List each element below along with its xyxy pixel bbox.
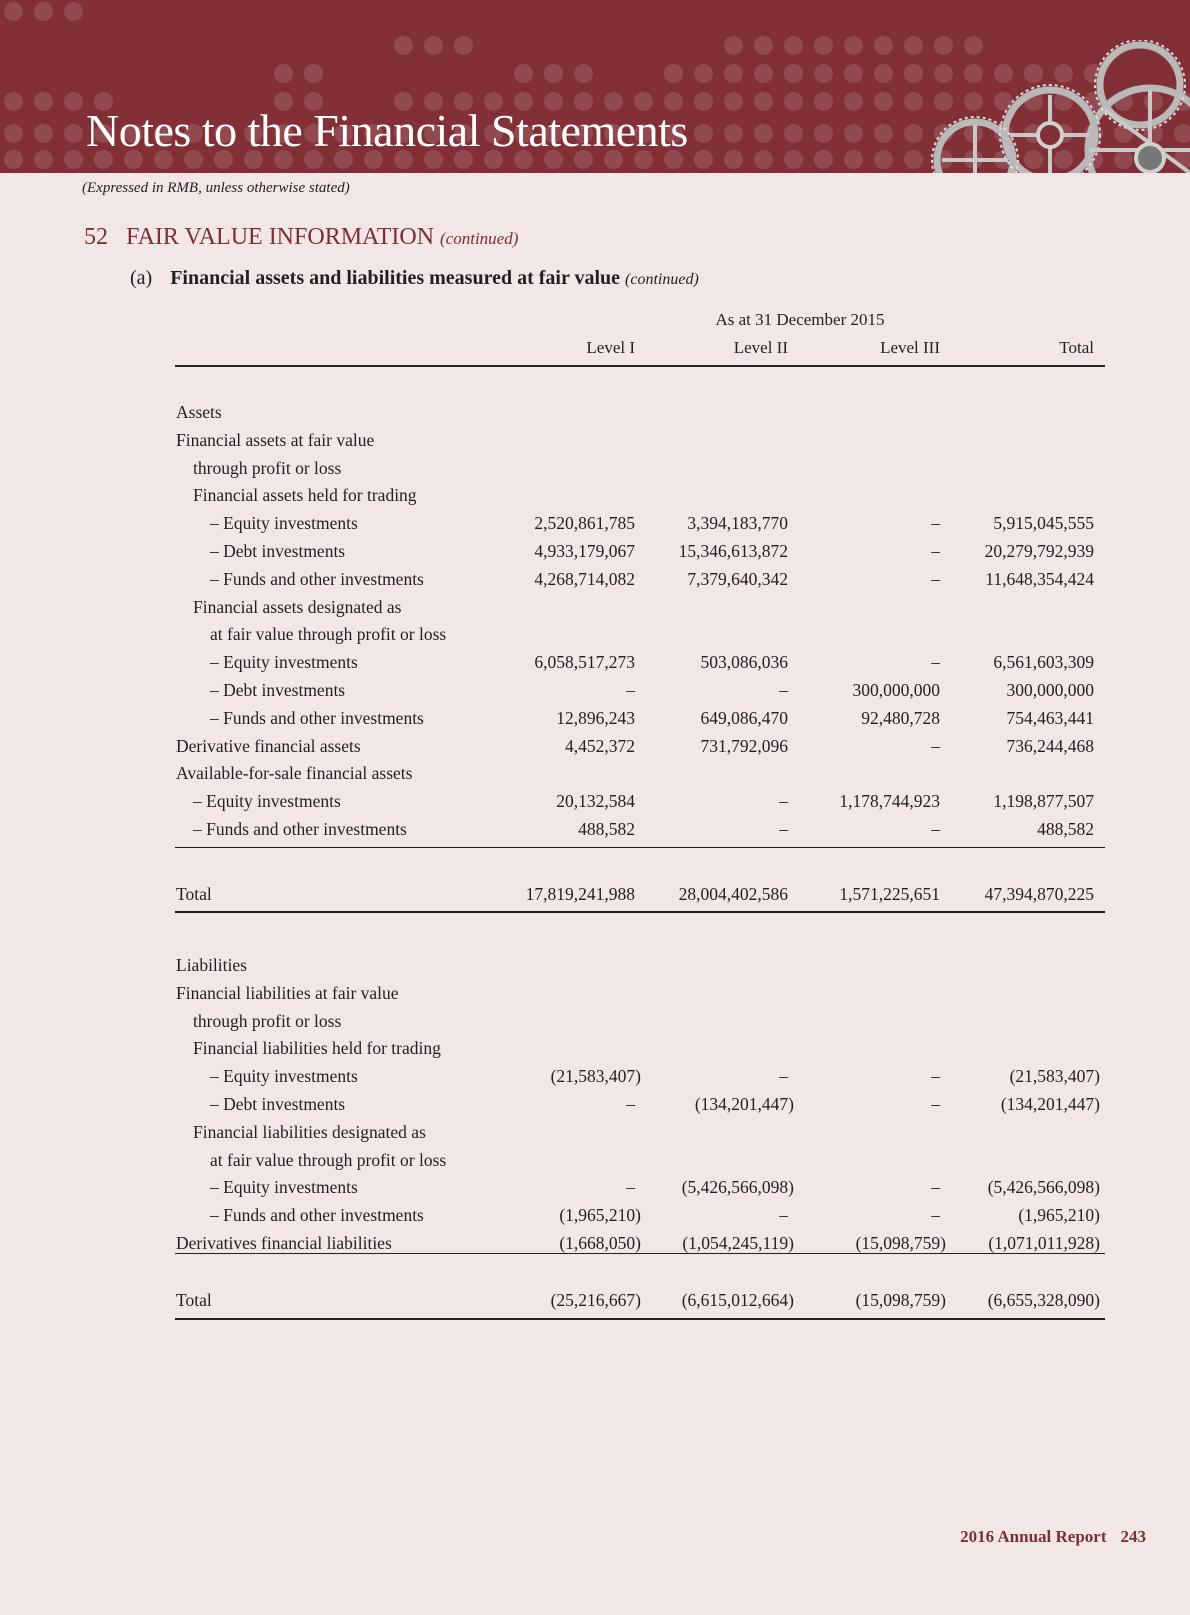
- table-row: [0, 680, 1190, 706]
- table-row: [0, 1066, 1190, 1092]
- header-banner: [0, 0, 1190, 173]
- table-row: [0, 458, 1190, 484]
- cell-level-1: 17,819,241,988: [525, 884, 635, 904]
- row-label: Financial liabilities at fair value: [176, 982, 399, 1003]
- cell-level-3: (15,098,759): [855, 1233, 946, 1253]
- cell-level-2: 649,086,470: [700, 707, 788, 728]
- row-label: – Equity investments: [210, 1066, 358, 1087]
- table-row: [0, 1038, 1190, 1064]
- row-label: Total: [176, 884, 212, 904]
- table-row: [0, 624, 1190, 650]
- cell-total: 488,582: [1037, 819, 1094, 839]
- table-row: [0, 708, 1190, 734]
- cell-level-3: –: [931, 1177, 940, 1198]
- table-row: [0, 1233, 1190, 1259]
- subsection-heading: [130, 267, 699, 290]
- liabilities-total-row: [0, 1290, 1190, 1316]
- cell-level-3: 92,480,728: [861, 707, 940, 728]
- assets-heading: [0, 402, 1190, 428]
- row-label: – Funds and other investments: [210, 1205, 424, 1226]
- row-label: Available-for-sale financial assets: [176, 763, 413, 784]
- table-rule: [175, 911, 1105, 913]
- table-row: [0, 736, 1190, 762]
- table-rule: [175, 847, 1105, 848]
- cell-total: 300,000,000: [1006, 680, 1094, 700]
- cell-level-2: (1,054,245,119): [682, 1233, 794, 1253]
- currency-note: (Expressed in RMB, unless otherwise stated): [82, 180, 350, 196]
- table-row: [0, 597, 1190, 623]
- cell-level-3: 1,571,225,651: [839, 884, 940, 904]
- table-row: [0, 652, 1190, 678]
- table-period: As at 31 December 2015: [715, 310, 885, 329]
- section-continued: (continued): [440, 229, 519, 248]
- cell-level-3: 1,178,744,923: [839, 791, 940, 812]
- cell-level-2: –: [779, 1066, 788, 1087]
- row-label: at fair value through profit or loss: [210, 1149, 447, 1170]
- row-label: at fair value through profit or loss: [210, 624, 447, 645]
- cell-level-2: 7,379,640,342: [687, 568, 788, 589]
- row-label: – Equity investments: [193, 791, 341, 812]
- cell-level-3: –: [931, 1094, 940, 1114]
- cell-total: 6,561,603,309: [993, 652, 1094, 673]
- table-row: [0, 541, 1190, 567]
- table-row: [0, 1205, 1190, 1231]
- row-label: – Funds and other investments: [210, 568, 424, 589]
- cell-total: 47,394,870,225: [984, 884, 1094, 904]
- gears-icon: [910, 40, 1190, 173]
- table-row: [0, 1122, 1190, 1148]
- cell-level-1: –: [626, 1177, 635, 1198]
- cell-level-3: –: [931, 513, 940, 534]
- subsection-continued: (continued): [625, 271, 699, 288]
- cell-total: 754,463,441: [1006, 707, 1094, 728]
- cell-level-3: 300,000,000: [852, 680, 940, 700]
- row-label: Financial liabilities held for trading: [193, 1038, 441, 1059]
- table-rule: [175, 1318, 1105, 1320]
- row-label: Financial assets designated as: [193, 596, 402, 617]
- liabilities-heading: [0, 955, 1190, 981]
- row-label: – Funds and other investments: [210, 707, 424, 728]
- table-row: [0, 819, 1190, 845]
- cell-level-3: –: [931, 819, 940, 839]
- row-label: – Debt investments: [210, 541, 346, 561]
- cell-level-3: –: [931, 1205, 940, 1226]
- cell-level-1: 12,896,243: [556, 707, 635, 728]
- row-label: – Debt investments: [210, 680, 346, 700]
- subsection-title: Financial assets and liabilities measured at fair value: [170, 267, 621, 289]
- cell-total: 11,648,354,424: [985, 568, 1094, 589]
- row-label: – Equity investments: [210, 513, 358, 534]
- row-label: Financial assets at fair value: [176, 429, 375, 450]
- cell-level-2: –: [779, 680, 788, 700]
- row-label: – Funds and other investments: [193, 819, 407, 839]
- table-row: [0, 1150, 1190, 1176]
- cell-total: 20,279,792,939: [984, 541, 1094, 561]
- cell-level-2: –: [779, 791, 788, 812]
- row-label: Liabilities: [176, 955, 247, 975]
- table-row: [0, 513, 1190, 539]
- column-header-total: Total: [1059, 338, 1094, 357]
- table-row: [0, 983, 1190, 1009]
- cell-total: (5,426,566,098): [987, 1177, 1100, 1198]
- row-label: through profit or loss: [193, 1010, 342, 1031]
- cell-level-1: 2,520,861,785: [534, 513, 635, 534]
- cell-level-1: (1,965,210): [559, 1205, 641, 1226]
- table-row: [0, 569, 1190, 595]
- row-label: – Debt investments: [210, 1094, 346, 1114]
- cell-level-2: 3,394,183,770: [687, 513, 788, 534]
- row-label: – Equity investments: [210, 1177, 358, 1198]
- cell-total: (1,965,210): [1018, 1205, 1100, 1226]
- cell-total: (134,201,447): [1000, 1094, 1100, 1114]
- cell-level-2: (5,426,566,098): [681, 1177, 794, 1198]
- column-header-level-1: Level I: [586, 338, 635, 357]
- page-title: Notes to the Financial Statements: [86, 105, 688, 156]
- cell-level-3: –: [931, 541, 940, 561]
- table-row: [0, 791, 1190, 817]
- cell-level-2: (6,615,012,664): [681, 1290, 794, 1310]
- cell-level-3: –: [931, 1066, 940, 1087]
- table-row: [0, 763, 1190, 789]
- report-name: 2016 Annual Report: [960, 1527, 1107, 1546]
- page-footer: [960, 1527, 1146, 1547]
- table-row: [0, 1094, 1190, 1120]
- row-label: Derivatives financial liabilities: [176, 1233, 392, 1253]
- row-label: through profit or loss: [193, 457, 342, 478]
- cell-level-1: –: [626, 680, 635, 700]
- row-label: – Equity investments: [210, 652, 358, 673]
- assets-total-row: [0, 884, 1190, 910]
- row-label: Assets: [176, 402, 222, 422]
- cell-total: (6,655,328,090): [987, 1290, 1100, 1310]
- cell-total: 736,244,468: [1006, 735, 1094, 756]
- subsection-letter: (a): [130, 267, 153, 289]
- table-rule: [175, 1253, 1105, 1254]
- table-row: [0, 1177, 1190, 1203]
- row-label: Financial assets held for trading: [193, 485, 417, 506]
- cell-level-1: 6,058,517,273: [534, 652, 635, 673]
- cell-level-3: –: [931, 735, 940, 756]
- cell-level-3: (15,098,759): [855, 1290, 946, 1310]
- header-rule: [175, 365, 1105, 367]
- section-heading: [84, 224, 518, 251]
- cell-level-2: –: [779, 1205, 788, 1226]
- cell-level-3: –: [931, 568, 940, 589]
- cell-total: (1,071,011,928): [988, 1233, 1100, 1253]
- cell-level-1: (25,216,667): [550, 1290, 641, 1310]
- table-row: [0, 430, 1190, 456]
- row-label: Total: [176, 1290, 212, 1310]
- cell-total: 1,198,877,507: [993, 791, 1094, 812]
- cell-level-1: 4,933,179,067: [534, 541, 635, 561]
- cell-level-2: 503,086,036: [700, 652, 788, 673]
- cell-level-2: –: [779, 819, 788, 839]
- cell-total: 5,915,045,555: [993, 513, 1094, 534]
- cell-level-1: 4,452,372: [565, 735, 635, 756]
- column-header-level-2: Level II: [733, 338, 788, 357]
- cell-level-1: (21,583,407): [550, 1066, 641, 1087]
- row-label: Financial liabilities designated as: [193, 1121, 426, 1142]
- cell-level-3: –: [931, 652, 940, 673]
- cell-level-2: 15,346,613,872: [678, 541, 788, 561]
- cell-level-1: 4,268,714,082: [534, 568, 635, 589]
- cell-level-2: 731,792,096: [700, 735, 788, 756]
- table-row: [0, 1011, 1190, 1037]
- page-number: 243: [1120, 1527, 1146, 1546]
- cell-level-2: (134,201,447): [694, 1094, 794, 1114]
- cell-level-1: 20,132,584: [556, 791, 635, 812]
- section-number: 52: [84, 224, 108, 250]
- cell-level-1: –: [626, 1094, 635, 1114]
- row-label: Derivative financial assets: [176, 735, 361, 756]
- cell-total: (21,583,407): [1009, 1066, 1100, 1087]
- cell-level-1: 488,582: [578, 819, 635, 839]
- column-header-level-3: Level III: [880, 338, 940, 357]
- cell-level-1: (1,668,050): [559, 1233, 641, 1253]
- table-row: [0, 485, 1190, 511]
- cell-level-2: 28,004,402,586: [678, 884, 788, 904]
- section-title: FAIR VALUE INFORMATION: [126, 224, 435, 250]
